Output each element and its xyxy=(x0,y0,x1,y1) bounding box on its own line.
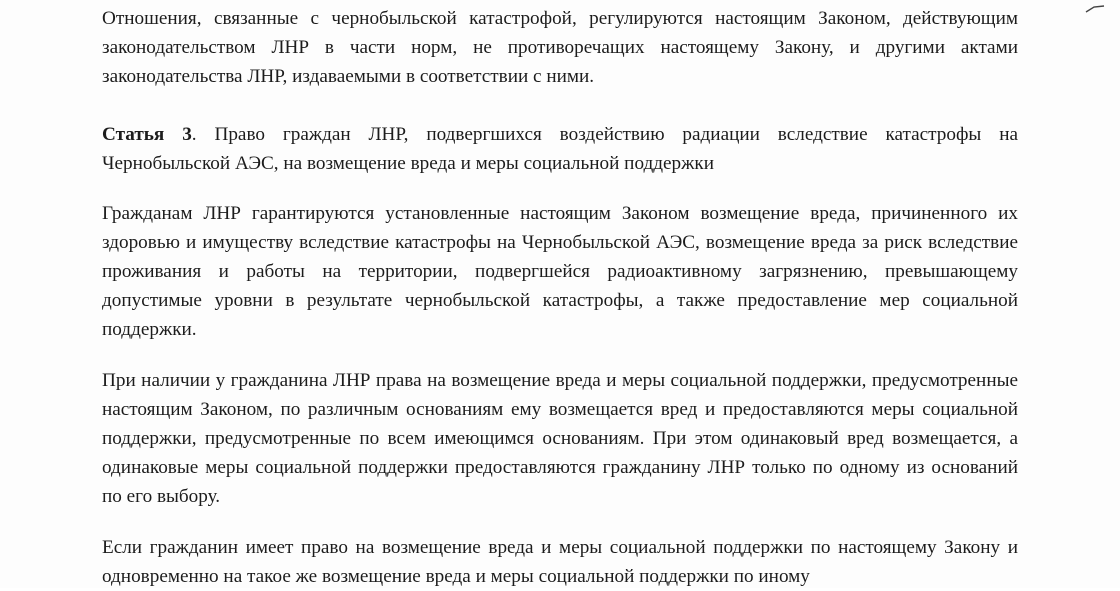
article-3-label: Статья 3 xyxy=(102,124,192,145)
article-3-heading xyxy=(102,120,1018,178)
intro-paragraph: Отношения, связанные с чернобыльской катастрофой, регулируются настоящим Законом, действующим законодательством ЛНР в части норм, не противоречащих настоящему Закону, и другими актами законодательства ЛНР, издаваемыми в соответствии с ними. xyxy=(102,8,1018,87)
other-law-paragraph: Если гражданин имеет право на возмещение вреда и меры социальной поддержки по настоящему Закону и одновременно на такое же возмещение вреда и меры социальной поддержки по иному xyxy=(102,537,1018,587)
article-3-title: . Право граждан ЛНР, подвергшихся воздействию радиации вследствие катастрофы на Чернобыльской АЭС, на возмещение вреда и меры социальной поддержки xyxy=(102,124,1018,174)
guarantee-paragraph: Гражданам ЛНР гарантируются установленные настоящим Законом возмещение вреда, причиненного их здоровью и имуществу вследствие катастрофы на Чернобыльской АЭС, возмещение вреда за риск вследствие проживания и работы на территории, подвергшейся радиоактивному загрязнению, превышающему допустимые уровни в результате чернобыльской катастрофы, а также предоставление мер социальной поддержки. xyxy=(102,203,1018,340)
multiple-grounds-paragraph: При наличии у гражданина ЛНР права на возмещение вреда и меры социальной поддержки, предусмотренные настоящим Законом, по различным основаниям ему возмещается вред и предоставляются меры социальной поддержки, предусмотренные по всем имеющимся основаниям. При этом одинаковый вред возмещается, а одинаковые меры социальной поддержки предоставляются гражданину ЛНР только по одному из оснований по его выбору. xyxy=(102,370,1018,507)
scan-mark-icon xyxy=(1084,4,1106,14)
